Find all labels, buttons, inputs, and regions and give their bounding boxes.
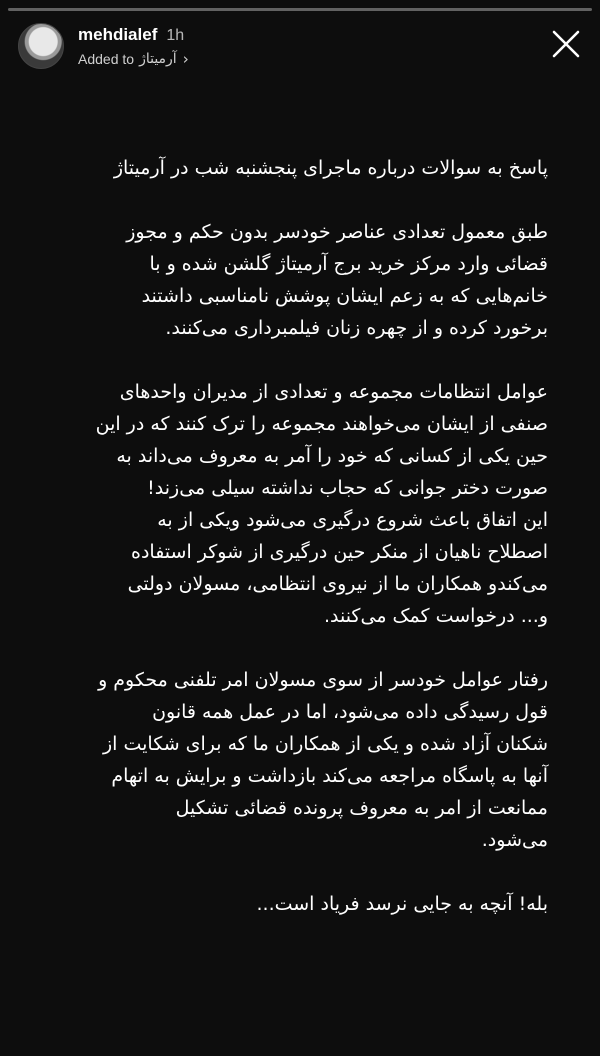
story-meta-line	[78, 24, 189, 47]
added-to-label: Added to	[78, 50, 135, 67]
story-closing-line: بله! آنچه به جایی نرسد فریاد است...	[256, 893, 548, 915]
story-paragraph: طبق معمول تعدادی عناصر خودسر بدون حکم و مجوز قضائی وارد مرکز خرید برج آرمیتاژ گلشن شده و با خانم‌هایی که به زعم ایشان پوشش نامناسبی داشتند برخورد کرده و از چهره زنان فیلمبرداری می‌کنند.	[126, 221, 548, 339]
close-icon	[548, 26, 584, 62]
story-paragraph: عوامل انتظامات مجموعه و تعدادی از مدیران واحدهای صنفی از ایشان می‌خواهند مجموعه را ترک کنند که در این حین یکی از کسانی که خود را آمر به معروف می‌داند به صورت دختر جوانی که حجاب نداشته سیلی می‌زند! این اتفاق باعث شروع درگیری می‌شود ویکی از به اصطلاح ناهیان از منکر حین درگیری از شوکر استفاده می‌کندو همکاران ما از نیروی انتظامی، مسولان دولتی و... درخواست کمک می‌کنند.	[95, 381, 548, 627]
post-time: 1h	[166, 26, 185, 44]
story-progress-bar	[8, 8, 592, 11]
story-meta	[78, 24, 189, 69]
story-title: پاسخ به سوالات درباره ماجرای پنجشنبه شب در آرمیتاژ	[113, 157, 548, 179]
story-header	[18, 22, 189, 70]
avatar[interactable]	[18, 23, 64, 69]
story-text	[52, 152, 548, 952]
added-to-target: آرمیتاژ	[139, 50, 177, 67]
story-paragraph: رفتار عوامل خودسر از سوی مسولان امر تلفنی محکوم و قول رسیدگی داده می‌شود، اما در عمل همه قانون شکنان آزاد شده و یکی از همکاران ما که برای شکایت از آنها به پاسگاه مراجعه می‌کند بازداشت و برایش به اتهام ممانعت از امر به معروف پرونده قضائی تشکیل می‌شود.	[98, 669, 548, 851]
added-to-link[interactable]	[78, 49, 189, 69]
chevron-right-icon: ›	[182, 49, 189, 68]
username[interactable]: mehdialef	[78, 24, 158, 44]
close-button[interactable]	[548, 26, 584, 62]
